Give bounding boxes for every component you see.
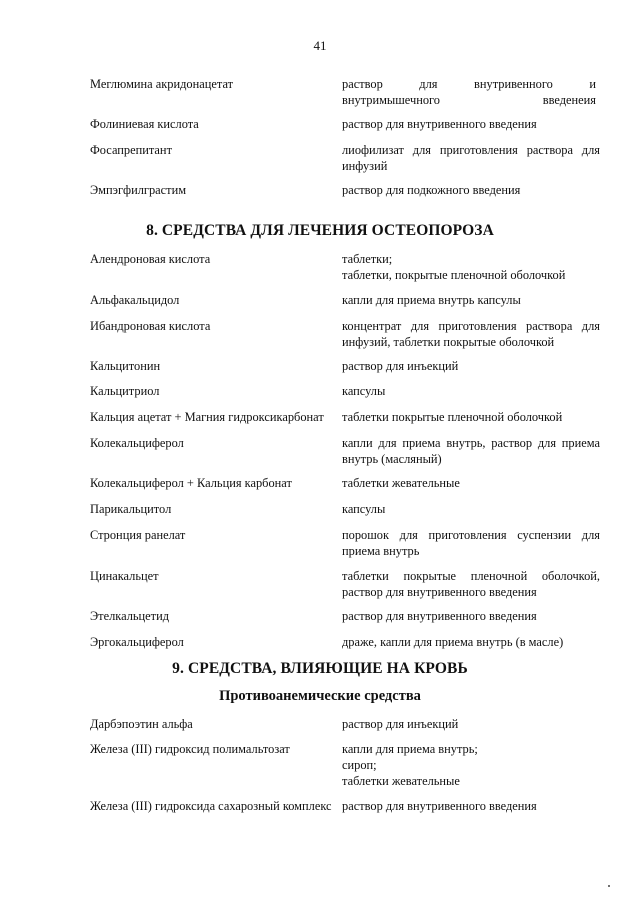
drug-name: Ибандроновая кислота [90,319,211,333]
drug-name: Кальцитриол [90,384,160,398]
scan-speck [608,885,610,887]
drug-name: Кальция ацетат + Магния гидроксикарбонат [90,410,324,424]
drug-form: таблетки покрытые пленочной оболочкой [342,410,563,424]
drug-name: Этелкальцетид [90,609,170,623]
drug-form: капли для приема внутрь капсулы [342,293,521,307]
drug-name: Дарбэпоэтин альфа [90,717,193,731]
drug-name: Парикальцитол [90,502,172,516]
section-heading: 8. СРЕДСТВА ДЛЯ ЛЕЧЕНИЯ ОСТЕОПОРОЗА [146,222,494,239]
drug-form: таблетки покрытые пленочной оболочкой, раствор для внутривенного введения [342,569,600,599]
subsection-heading: Противоанемические средства [219,688,421,704]
drug-name: Железа (III) гидроксид полимальтозат [90,742,290,756]
drug-form: раствор для инъекций [342,359,459,373]
drug-form: раствор для подкожного введения [342,183,521,197]
drug-form: раствор для внутривенного и внутримышечного введенеия [342,77,596,107]
drug-form: концентрат для приготовления раствора для инфузий, таблетки покрытые оболочкой [342,319,600,349]
drug-form: раствор для инъекций [342,717,459,731]
drug-form: лиофилизат для приготовления раствора для инфузий [342,143,600,173]
drug-form: раствор для внутривенного введения [342,117,537,131]
drug-name: Фолиниевая кислота [90,117,199,131]
drug-form: таблетки жевательные [342,476,460,490]
drug-name: Меглюмина акридонацетат [90,77,234,91]
drug-name: Железа (III) гидроксида сахарозный комплекс [90,799,332,813]
drug-form: капли для приема внутрь, раствор для приема внутрь (масляный) [342,436,600,466]
drug-form: капсулы [342,384,386,398]
drug-form: драже, капли для приема внутрь (в масле) [342,635,564,649]
drug-name: Цинакальцет [90,569,159,583]
section-heading: 9. СРЕДСТВА, ВЛИЯЮЩИЕ НА КРОВЬ [172,660,468,677]
drug-name: Колекальциферол [90,436,184,450]
drug-form: капсулы [342,502,386,516]
drug-name: Альфакальцидол [90,293,180,307]
drug-form: раствор для внутривенного введения [342,799,537,813]
drug-name: Эмпэгфилграстим [90,183,187,197]
drug-name: Кальцитонин [90,359,161,373]
drug-name: Стронция ранелат [90,528,186,542]
drug-name: Алендроновая кислота [90,252,211,266]
drug-name: Колекальциферол + Кальция карбонат [90,476,292,490]
page-number: 41 [313,38,327,53]
drug-name: Фосапрепитант [90,143,172,157]
drug-name: Эргокальциферол [90,635,184,649]
drug-form: таблетки; таблетки, покрытые пленочной оболочкой [342,252,566,282]
drug-form: раствор для внутривенного введения [342,609,537,623]
drug-form: порошок для приготовления суспензии для приема внутрь [342,528,600,558]
drug-form: капли для приема внутрь; сироп; таблетки жевательные [342,742,478,788]
